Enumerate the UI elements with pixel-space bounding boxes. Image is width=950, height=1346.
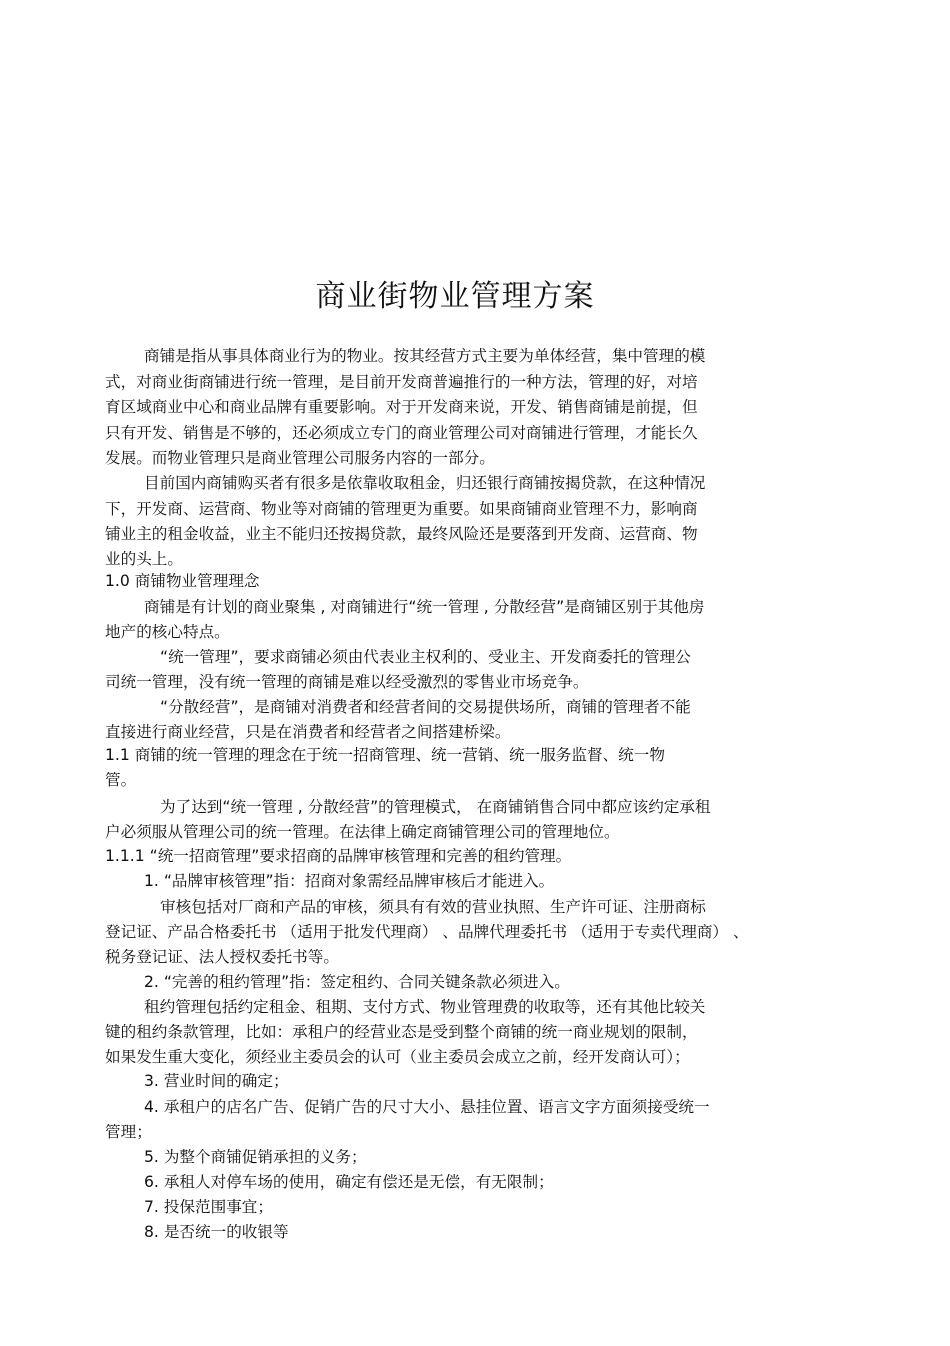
paragraph-line: 审核包括对厂商和产品的审核，须具有有效的营业执照、生产许可证、注册商标 bbox=[160, 898, 706, 916]
paragraph-line: 下，开发商、运营商、物业等对商铺的管理更为重要。如果商铺商业管理不力，影响商 bbox=[105, 500, 698, 518]
paragraph-line: “分散经营”，是商铺对消费者和经营者间的交易提供场所，商铺的管理者不能 bbox=[160, 698, 691, 716]
list-item: 4. 承租户的店名广告、促销广告的尺寸大小、悬挂位置、语言文字方面须接受统一 bbox=[144, 1098, 710, 1116]
paragraph-line: 司统一管理，没有统一管理的商铺是难以经受激烈的零售业市场竞争。 bbox=[105, 673, 589, 691]
paragraph-line: 管理； bbox=[105, 1123, 152, 1141]
section-heading: 1.0 商铺物业管理理念 bbox=[105, 572, 260, 590]
paragraph-line: 只有开发、销售是不够的，还必须成立专门的商业管理公司对商铺进行管理，才能长久 bbox=[105, 424, 698, 442]
list-item: 6. 承租人对停车场的使用，确定有偿还是无偿，有无限制； bbox=[144, 1173, 554, 1191]
paragraph-line: 税务登记证、法人授权委托书等。 bbox=[105, 948, 339, 966]
paragraph-line: 铺业主的租金收益，业主不能归还按揭贷款，最终风险还是要落到开发商、运营商、物 bbox=[105, 525, 698, 543]
section-heading: 管。 bbox=[105, 771, 137, 789]
document-title: 商业街物业管理方案 bbox=[315, 279, 595, 314]
paragraph-line: 育区域商业中心和商业品牌有重要影响。对于开发商来说，开发、销售商铺是前提，但 bbox=[105, 398, 698, 416]
paragraph-line: 为了达到“统一管理 , 分散经营”的管理模式， 在商铺销售合同中都应该约定承租 bbox=[160, 798, 711, 816]
list-item: 2. “完善的租约管理”指：签定租约、合同关键条款必须进入。 bbox=[144, 973, 570, 991]
paragraph-line: 登记证、产品合格委托书 （适用于批发代理商） 、品牌代理委托书 （适用于专卖代理商） 、 bbox=[105, 923, 749, 941]
paragraph-line: 发展。而物业管理只是商业管理公司服务内容的一部分。 bbox=[105, 449, 495, 467]
paragraph-line: “统一管理”，要求商铺必须由代表业主权利的、受业主、开发商委托的管理公 bbox=[160, 648, 691, 666]
paragraph-line: 商铺是有计划的商业聚集 , 对商铺进行“统一管理 , 分散经营”是商铺区别于其他房 bbox=[144, 598, 705, 616]
paragraph-line: 键的租约条款管理，比如：承租户的经营业态是受到整个商铺的统一商业规划的限制， bbox=[105, 1023, 698, 1041]
paragraph-line: 租约管理包括约定租金、租期、支付方式、物业管理费的收取等，还有其他比较关 bbox=[144, 998, 706, 1016]
paragraph-line: 业的头上。 bbox=[105, 550, 183, 568]
paragraph-line: 地产的核心特点。 bbox=[105, 623, 230, 641]
list-item: 5. 为整个商铺促销承担的义务； bbox=[144, 1148, 367, 1166]
section-heading: 1.1.1 “统一招商管理”要求招商的品牌审核管理和完善的租约管理。 bbox=[105, 847, 572, 865]
paragraph-line: 式，对商业街商铺进行统一管理，是目前开发商普遍推行的一种方法，管理的好，对培 bbox=[105, 373, 698, 391]
paragraph-line: 商铺是指从事具体商业行为的物业。按其经营方式主要为单体经营，集中管理的模 bbox=[144, 347, 706, 365]
list-item: 8. 是否统一的收银等 bbox=[144, 1223, 289, 1241]
section-heading: 1.1 商铺的统一管理的理念在于统一招商管理、统一营销、统一服务监督、统一物 bbox=[105, 746, 665, 764]
paragraph-line: 如果发生重大变化，须经业主委员会的认可（业主委员会成立之前，经开发商认可）； bbox=[105, 1048, 690, 1066]
paragraph-line: 目前国内商铺购买者有很多是依靠收取租金，归还银行商铺按揭贷款，在这种情况 bbox=[144, 474, 706, 492]
list-item: 7. 投保范围事宜； bbox=[144, 1198, 273, 1216]
paragraph-line: 直接进行商业经营，只是在消费者和经营者之间搭建桥梁。 bbox=[105, 723, 511, 741]
list-item: 3. 营业时间的确定； bbox=[144, 1072, 289, 1090]
paragraph-line: 户必须服从管理公司的统一管理。在法律上确定商铺管理公司的管理地位。 bbox=[105, 823, 620, 841]
list-item: 1. “品牌审核管理”指：招商对象需经品牌审核后才能进入。 bbox=[144, 872, 555, 890]
